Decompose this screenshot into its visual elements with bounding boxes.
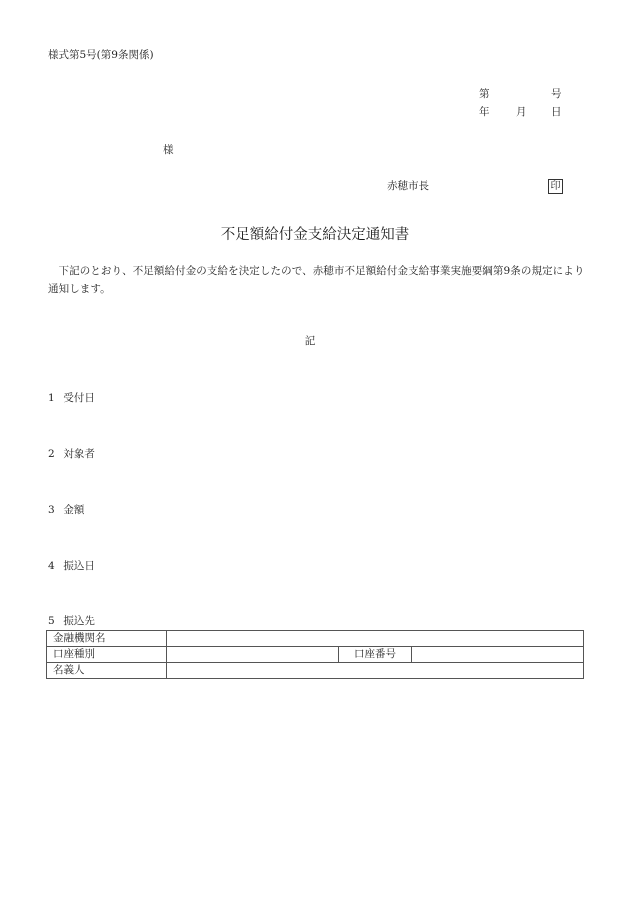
date-year-label: 年 bbox=[479, 106, 490, 118]
item-number: 1 bbox=[48, 392, 55, 404]
item-label: 振込先 bbox=[63, 615, 95, 627]
item-number: 3 bbox=[48, 504, 55, 516]
date-month-label: 月 bbox=[516, 106, 527, 118]
form-number: 様式第5号(第9条関係) bbox=[48, 49, 154, 61]
document-body: 下記のとおり、不足額給付金の支給を決定したので、赤穂市不足額給付金支給事業実施要綱第9条の規定により通知します。 bbox=[48, 265, 585, 295]
item-number: 2 bbox=[48, 448, 55, 460]
account-number-value bbox=[412, 647, 584, 663]
item-label: 受付日 bbox=[63, 392, 95, 404]
item-number: 5 bbox=[48, 615, 55, 627]
institution-value bbox=[167, 631, 584, 647]
holder-value bbox=[167, 663, 584, 679]
document-number-prefix: 第 bbox=[479, 88, 490, 100]
item-label: 対象者 bbox=[63, 448, 95, 460]
issuer-name: 赤穂市長 bbox=[387, 180, 429, 192]
document-number-suffix: 号 bbox=[551, 88, 562, 100]
holder-label: 名義人 bbox=[47, 663, 167, 679]
table-row bbox=[47, 647, 584, 663]
table-row bbox=[47, 663, 584, 679]
seal-stamp-icon: 印 bbox=[548, 179, 563, 194]
item-transfer-date bbox=[48, 561, 95, 572]
item-label: 振込日 bbox=[63, 560, 95, 572]
account-type-label: 口座種別 bbox=[47, 647, 167, 663]
recipient-honorific: 様 bbox=[163, 144, 174, 156]
ki-heading: 記 bbox=[304, 335, 316, 347]
bank-account-table bbox=[46, 630, 584, 679]
item-amount bbox=[48, 505, 84, 516]
item-transfer-destination bbox=[48, 616, 95, 627]
item-number: 4 bbox=[48, 560, 55, 572]
item-label: 金額 bbox=[63, 504, 85, 516]
table-row bbox=[47, 631, 584, 647]
document-title: 不足額給付金支給決定通知書 bbox=[220, 227, 410, 243]
account-type-value bbox=[167, 647, 339, 663]
date-day-label: 日 bbox=[551, 106, 562, 118]
item-target-person bbox=[48, 449, 95, 460]
institution-label: 金融機関名 bbox=[47, 631, 167, 647]
item-reception-date bbox=[48, 393, 95, 404]
account-number-label: 口座番号 bbox=[339, 647, 412, 663]
